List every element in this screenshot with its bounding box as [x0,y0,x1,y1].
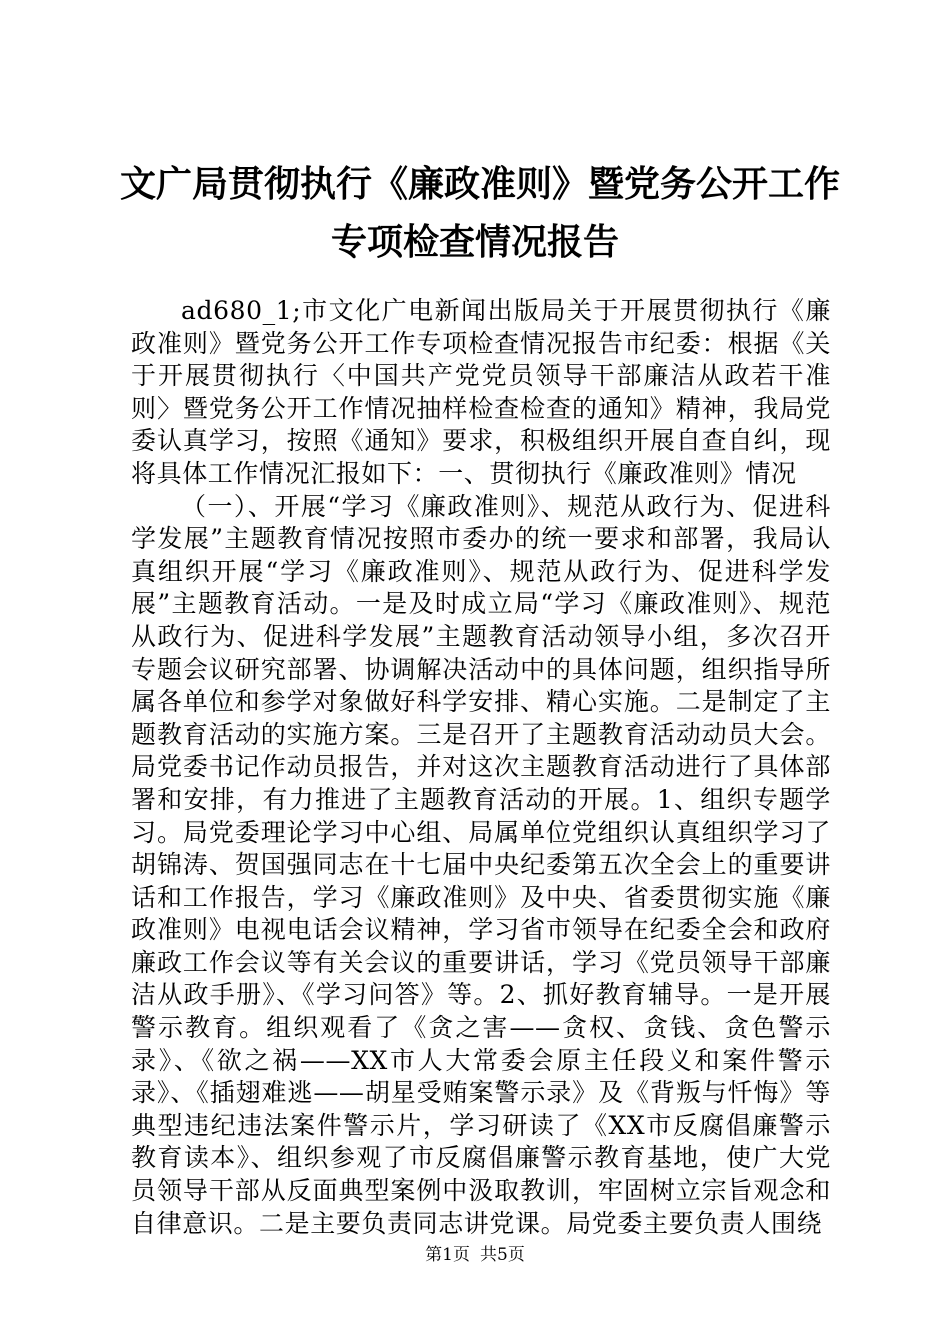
document-title-line-1: 文广局贯彻执行《廉政准则》暨党务公开工作 [120,163,841,205]
body-paragraph-1: ad680_1;市文化广电新闻出版局关于开展贯彻执行《廉政准则》暨党务公开工作专项检查情况报告市纪委：根据《关于开展贯彻执行〈中国共产党党员领导干部廉洁从政若干准则〉暨党务公开工作情况抽样检查检查的通知》精神，我局党委认真学习，按照《通知》要求，积极组织开展自查自纠，现将具体工作情况汇报如下：一、贯彻执行《廉政准则》情况 [131,296,831,488]
page-number-total: 共5页 [480,1245,525,1265]
document-body [131,295,831,1240]
document-title-line-2: 专项检查情况报告 [330,221,619,263]
page-footer [0,1244,950,1266]
body-paragraph-2: （一）、开展“学习《廉政准则》、规范从政行为、促进科学发展”主题教育情况按照市委办的统一要求和部署，我局认真组织开展“学习《廉政准则》、规范从政行为、促进科学发展”主题教育活动。一是及时成立局“学习《廉政准则》、规范从政行为、促进科学发展”主题教育活动领导小组，多次召开专题会议研究部署、协调解决活动中的具体问题，组织指导所属各单位和参学对象做好科学安排、精心实施。二是制定了主题教育活动的实施方案。三是召开了主题教育活动动员大会。局党委书记作动员报告，并对这次主题教育活动进行了具体部署和安排，有力推进了主题教育活动的开展。1、组织专题学习。局党委理论学习中心组、局属单位党组织认真组织学习了胡锦涛、贺国强同志在十七届中央纪委第五次全会上的重要讲话和工作报告，学习《廉政准则》及中央、省委贯彻实施《廉政准则》电视电话会议精神，学习省市领导在纪委全会和政府廉政工作会议等有关会议的重要讲话，学习《党员领导干部廉洁从政手册》、《学习问答》等。2、抓好教育辅导。一是开展警示教育。组织观看了《贪之害——贪权、贪钱、贪色警示录》、《欲之祸——XX市人大常委会原主任段义和案件警示录》、《插翅难逃——胡星受贿案警示录》及《背叛与忏悔》等典型违纪违法案件警示片，学习研读了《XX市反腐倡廉警示教育读本》、组织参观了市反腐倡廉警示教育基地，使广大党员领导干部从反面典型案例中汲取教训，牢固树立宗旨观念和自律意识。二是主要负责同志讲党课。局党委主要负责人围绕 [131,491,831,1238]
page-number-current: 第1页 [425,1245,470,1265]
